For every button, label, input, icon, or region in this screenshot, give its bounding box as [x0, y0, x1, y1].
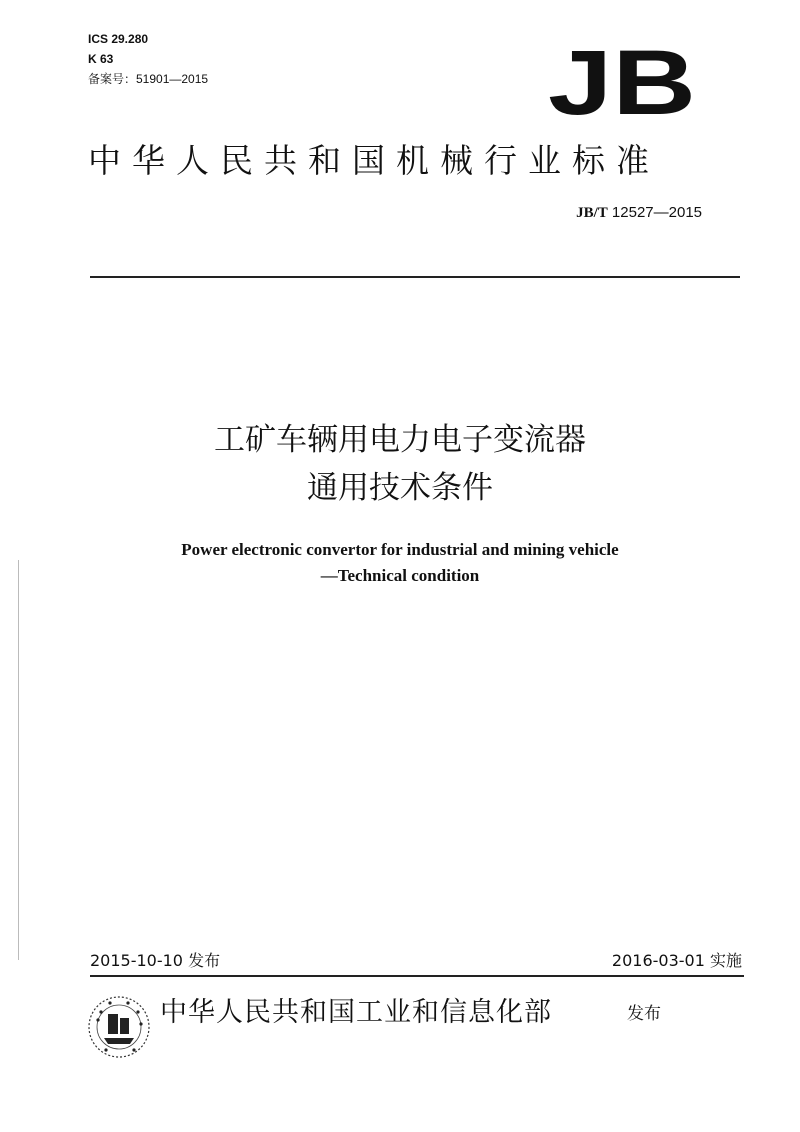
jb-logo — [548, 44, 696, 116]
standard-number-prefix: JB/T — [576, 205, 608, 221]
top-rule — [90, 276, 740, 278]
scan-edge-line — [18, 560, 19, 960]
issuing-authority-suffix: 发布 — [627, 1004, 661, 1024]
ics-code: ICS 29.280 — [88, 32, 149, 46]
release-date: 2015-10-10 发布 — [90, 951, 221, 970]
bottom-rule — [90, 975, 744, 977]
document-title-en-line1: Power electronic convertor for industrial and mining vehicle — [181, 540, 619, 559]
document-title-cn-line2: 通用技术条件 — [307, 470, 493, 506]
standard-number — [576, 204, 702, 222]
issuing-authority: 中华人民共和国工业和信息化部 — [160, 997, 552, 1028]
document-title-en-line2: —Technical condition — [320, 566, 480, 585]
publisher-seal-icon — [86, 994, 152, 1060]
standard-number-value: 12527—2015 — [607, 204, 702, 221]
standard-title: 中华人民共和国机械行业标准 — [88, 141, 660, 180]
category-code: K 63 — [88, 52, 114, 66]
record-number: 备案号：51901—2015 — [88, 72, 209, 86]
implement-date: 2016-03-01 实施 — [611, 951, 742, 970]
jb-logo-text: JB — [548, 44, 696, 116]
document-title-cn-line1: 工矿车辆用电力电子变流器 — [214, 422, 586, 458]
